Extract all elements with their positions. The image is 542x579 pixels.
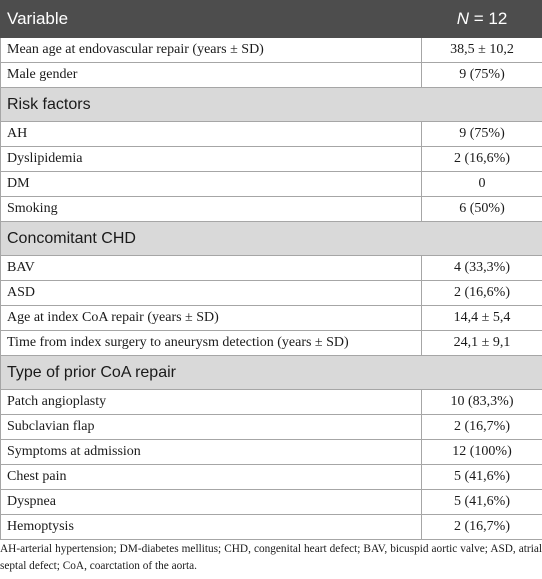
row-value: 5 (41,6%) — [422, 465, 542, 490]
row-value: 2 (16,6%) — [422, 281, 542, 306]
row-value: 14,4 ± 5,4 — [422, 306, 542, 331]
row-value: 4 (33,3%) — [422, 256, 542, 281]
row-label: Chest pain — [1, 465, 422, 490]
table-row — [1, 440, 542, 465]
row-label: AH — [1, 122, 422, 147]
table-row — [1, 122, 542, 147]
table-row — [1, 390, 542, 415]
row-label: Dyspnea — [1, 490, 422, 515]
row-value: 2 (16,7%) — [422, 415, 542, 440]
row-label: Mean age at endovascular repair (years ± SD) — [1, 38, 422, 63]
row-value: 38,5 ± 10,2 — [422, 38, 542, 63]
header-n-value: = 12 — [468, 9, 508, 28]
row-value: 2 (16,7%) — [422, 515, 542, 540]
section-header-prior-coa-repair — [1, 356, 542, 390]
row-label: Male gender — [1, 63, 422, 88]
section-header-concomitant-chd — [1, 222, 542, 256]
row-label: Symptoms at admission — [1, 440, 422, 465]
table-row — [1, 306, 542, 331]
row-value: 9 (75%) — [422, 63, 542, 88]
row-label: Dyslipidemia — [1, 147, 422, 172]
row-value: 2 (16,6%) — [422, 147, 542, 172]
table-row — [1, 465, 542, 490]
row-label: BAV — [1, 256, 422, 281]
table-row — [1, 38, 542, 63]
table-row — [1, 515, 542, 540]
row-label: Patch angioplasty — [1, 390, 422, 415]
row-label: Smoking — [1, 197, 422, 222]
header-n-letter: N — [456, 9, 469, 28]
row-value: 0 — [422, 172, 542, 197]
header-n — [422, 1, 542, 38]
table-row — [1, 490, 542, 515]
section-header-risk-factors — [1, 88, 542, 122]
table-row — [1, 197, 542, 222]
row-label: DM — [1, 172, 422, 197]
row-value: 9 (75%) — [422, 122, 542, 147]
table-row — [1, 172, 542, 197]
row-value: 6 (50%) — [422, 197, 542, 222]
row-label: Time from index surgery to aneurysm detection (years ± SD) — [1, 331, 422, 356]
table-row — [1, 281, 542, 306]
table-row — [1, 331, 542, 356]
row-label: Subclavian flap — [1, 415, 422, 440]
row-value: 24,1 ± 9,1 — [422, 331, 542, 356]
table-row — [1, 415, 542, 440]
row-value: 12 (100%) — [422, 440, 542, 465]
row-label: ASD — [1, 281, 422, 306]
section-title: Type of prior CoA repair — [1, 356, 542, 390]
section-title: Risk factors — [1, 88, 542, 122]
row-label: Hemoptysis — [1, 515, 422, 540]
table-row — [1, 256, 542, 281]
table-footnote: AH-arterial hypertension; DM-diabetes mellitus; CHD, congenital heart defect; BAV, bicuspid aortic valve; ASD, atrial septal defect; CoA, coarctation of the aorta. — [0, 543, 542, 572]
row-label: Age at index CoA repair (years ± SD) — [1, 306, 422, 331]
header-variable: Variable — [1, 1, 422, 38]
table-row — [1, 147, 542, 172]
row-value: 5 (41,6%) — [422, 490, 542, 515]
section-title: Concomitant CHD — [1, 222, 542, 256]
table-header-row — [1, 1, 542, 38]
row-value: 10 (83,3%) — [422, 390, 542, 415]
table-row — [1, 63, 542, 88]
